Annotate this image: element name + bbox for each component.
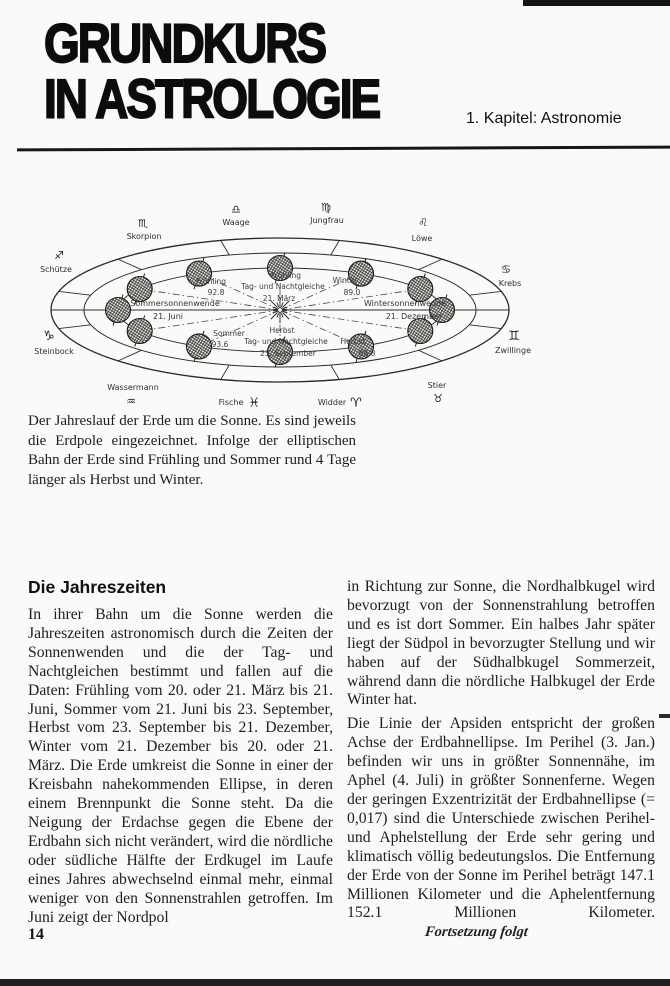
zodiac-label-stier [428,381,447,405]
svg-text:Wintersonnenwende: Wintersonnenwende [363,299,447,308]
header-divider [17,146,670,152]
article-heading: Die Jahreszeiten [28,577,167,597]
svg-text:Winter: Winter [332,276,358,285]
diagram-caption: Der Jahreslauf der Erde um die Sonne. Es sind jeweils die Erdpole eingezeichnet. Infolge der elliptischen Bahn der Erde sind Frühling und Sommer rund 4 Tage länger als Herbst und Winter. [28,413,356,488]
svg-text:Tag- und Nachtgleiche: Tag- und Nachtgleiche [244,337,328,346]
svg-text:23. September: 23. September [260,349,316,358]
svg-text:Herbst: Herbst [340,337,366,346]
svg-text:♒: ♒ [126,395,136,408]
svg-text:♐: ♐ [54,249,64,262]
label-autumn-equinox [243,326,328,358]
zodiac-label-zwillinge [495,329,531,355]
paragraph-seasons: In ihrer Bahn um die Sonne werden die Jahreszeiten astronomisch durch die Zeiten der Sonnenwenden und die der Tag- und Nachtgleichen bestimmt und fallen auf die Daten: Frühling vom 20. oder 21. März bis 21. Juni, Sommer vom 21. Juni bis 23. September, Herbst vom 23. September bis 21. Dezember, Winter vom 21. Dezember bis 20. oder 21. März. Die Erde umkreist die Sonne in einer der Kreisbahn nahekommenden Ellipse, in deren einem Brennpunkt die Sonne steht. Da die Neigung der Erdachse gegen die Ebene der Erdbahn sich nicht verändert, wird die nördliche oder südliche Hälfte der Erdkugel im Laufe eines Jahres abwechselnd einmal mehr, einmal weniger von den Sonnenstrahlen getroffen. Im Juni zeigt der Nordpol [28,606,333,926]
svg-text:Zwillinge: Zwillinge [495,346,531,355]
bottom-edge-bar [0,979,670,986]
zodiac-label-skorpion [127,217,162,241]
svg-text:21. März: 21. März [262,294,296,303]
zodiac-label-wassermann [107,383,159,408]
paragraph-hemispheres: in Richtung zur Sonne, die Nordhalbkugel wird bevorzugt von der Sonnenstrahlung betroffen und es ist dort Sommer. Ein halbes Jahr später liegt der Südpol in bevorzugter Stellung und wir haben auf der Südhalbkugel Sommerzeit, während dann die nördliche Halbkugel der Erde Winter hat. [347,578,655,709]
svg-text:21. Juni: 21. Juni [153,312,183,321]
svg-text:Herbst: Herbst [269,326,295,335]
title-line-2: IN ASTROLOGIE [44,67,380,130]
svg-text:Steinbock: Steinbock [34,347,74,356]
label-spring-days [196,277,226,297]
label-summer-days [212,329,246,349]
svg-text:♓: ♓ [248,396,260,411]
svg-text:92.8: 92.8 [207,288,225,297]
svg-text:Widder: Widder [317,398,347,407]
svg-text:Krebs: Krebs [498,279,522,288]
zodiac-label-jungfrau [309,201,344,225]
svg-text:93.6: 93.6 [211,340,229,349]
svg-text:89.0: 89.0 [343,288,361,297]
svg-text:Skorpion: Skorpion [126,232,162,241]
title-line-1: GRUNDKURS [44,12,325,74]
svg-text:Frühling: Frühling [270,271,302,280]
earth-globe [106,295,131,326]
svg-text:♈: ♈ [350,396,362,411]
svg-text:♊: ♊ [508,329,520,344]
svg-text:Stier: Stier [427,381,447,390]
svg-text:21. Dezember: 21. Dezember [385,312,443,321]
page-number: 14 [28,926,44,943]
svg-text:Fische: Fische [218,398,244,407]
svg-text:Sommersonnenwende: Sommersonnenwende [130,299,220,308]
svg-text:Löwe: Löwe [411,234,433,243]
zodiac-label-loewe [412,216,433,243]
svg-text:Waage: Waage [222,218,250,227]
chapter-subtitle: 1. Kapitel: Astronomie [466,110,622,127]
svg-text:Jungfrau: Jungfrau [310,216,344,225]
svg-text:♌: ♌ [418,216,428,229]
svg-text:Tag- und Nachtgleiche: Tag- und Nachtgleiche [241,282,325,291]
article-column-right [347,578,655,942]
svg-text:Wassermann: Wassermann [107,383,159,392]
paragraph-apsides [347,715,655,942]
paragraph-apsides-text: Die Linie der Apsiden entspricht der großen Achse der Erdbahnellipse. Im Perihel (3. Jan.) befinden wir uns in größter Sonnennähe, im Aphel (4. Juli) in größter Sonnenferne. Wegen der geringen Exzentrizität der Erdbahnellipse (= 0,017) sind die Unterschiede zwischen Perihel- und Aphelstellung der Erde sehr gering und klimatisch völlig bedeutungslos. Die Entfernung der Erde von der Sonne im Perihel beträgt 147.1 Millionen Kilometer und die Aphelentfernung 152.1 Millionen Kilometer. [347,715,655,922]
svg-text:Frühling: Frühling [195,277,227,286]
svg-text:Schütze: Schütze [40,265,72,274]
top-edge-bar [523,0,670,6]
zodiac-label-krebs [499,263,522,288]
page-title [44,12,380,130]
zodiac-label-fische [219,396,260,411]
svg-text:♋: ♋ [501,263,511,276]
svg-text:89.8: 89.8 [358,349,376,358]
zodiac-label-schuetze [40,249,72,274]
earth-globe [127,316,152,347]
svg-text:♎: ♎ [231,203,241,216]
article-column-left [28,606,333,927]
svg-text:Sommer: Sommer [213,329,245,338]
earth-orbit-diagram [20,196,650,416]
zodiac-label-widder [318,396,362,411]
zodiac-label-steinbock [34,329,74,356]
continuation-note: Fortsetzung folgt [424,924,529,941]
svg-text:♑: ♑ [43,329,55,344]
earth-globe [187,331,212,362]
svg-text:♉: ♉ [433,392,443,405]
svg-text:♍: ♍ [321,201,331,214]
right-edge-mark [659,714,670,718]
svg-text:♏: ♏ [138,217,148,230]
zodiac-label-waage [222,203,249,227]
